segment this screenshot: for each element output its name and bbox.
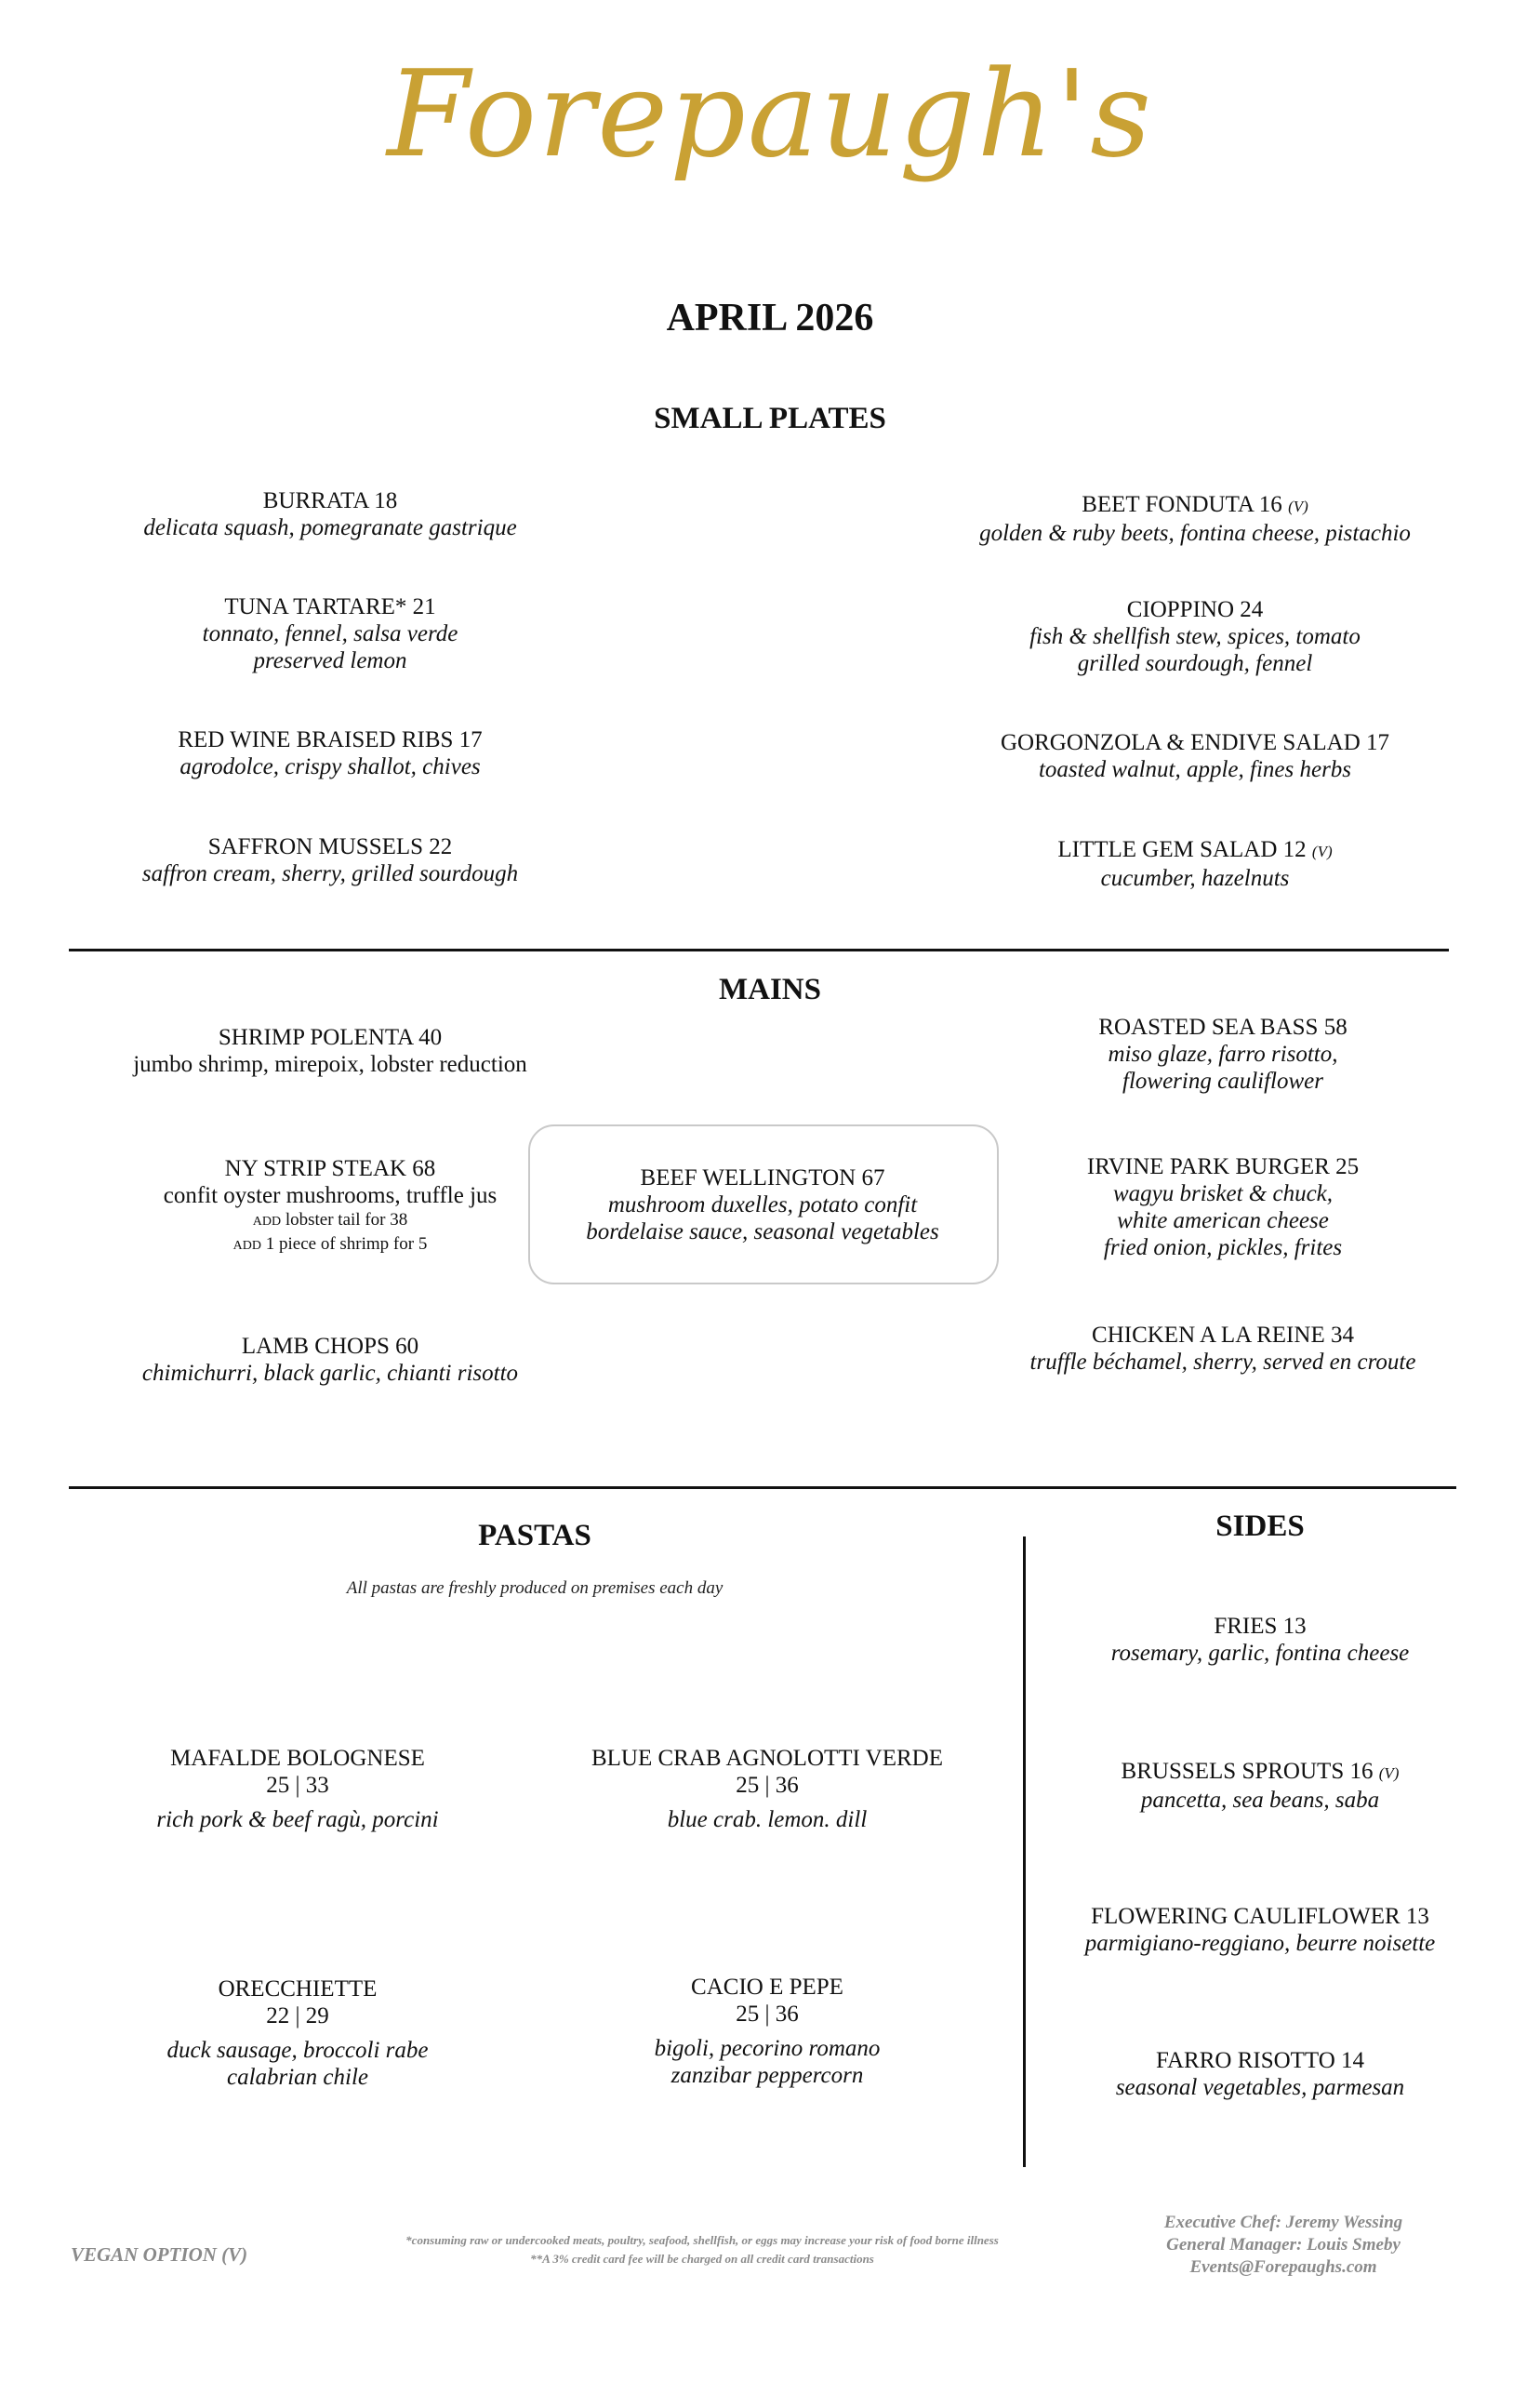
item-name: BURRATA 18: [262, 488, 398, 513]
menu-item-flowering-cauliflower: [1042, 1903, 1479, 1957]
item-desc: white american cheese: [1117, 1208, 1329, 1233]
menu-item-tuna-tartare: [65, 593, 595, 674]
column-divider: [1023, 1536, 1026, 2167]
item-name: CHICKEN A LA REINE 34: [1092, 1323, 1354, 1348]
item-desc: blue crab. lemon. dill: [667, 1807, 868, 1832]
item-desc: parmigiano-reggiano, beurre noisette: [1084, 1931, 1436, 1956]
menu-item-shrimp-polenta: [65, 1024, 595, 1078]
menu-item-irvine-park-burger: [958, 1153, 1488, 1261]
menu-item-cacio-e-pepe: [525, 1974, 1009, 2089]
vegan-legend: VEGAN OPTION (V): [71, 2243, 248, 2266]
item-desc: truffle béchamel, sherry, served en croute: [1029, 1350, 1416, 1375]
item-name: MAFALDE BOLOGNESE: [170, 1746, 425, 1771]
item-price: 25 | 36: [736, 2002, 799, 2027]
restaurant-logo: Forepaugh's: [387, 46, 1153, 184]
disclaimer: [307, 2231, 1097, 2268]
staff-contact: [1125, 2212, 1441, 2279]
vegan-tag: (V): [1288, 498, 1308, 515]
section-divider: [69, 1486, 1456, 1489]
vegan-tag: (V): [1311, 843, 1333, 860]
item-desc: duck sausage, broccoli rabe: [166, 2038, 429, 2063]
menu-item-saffron-mussels: [65, 833, 595, 887]
item-price: 25 | 33: [266, 1773, 329, 1798]
menu-item-blue-crab-agnolotti: [525, 1745, 1009, 1833]
item-name: TUNA TARTARE* 21: [224, 594, 436, 619]
item-name: NY STRIP STEAK 68: [224, 1156, 436, 1181]
menu-item-orecchiette: [56, 1975, 539, 2091]
item-desc: cucumber, hazelnuts: [1100, 866, 1290, 891]
item-name: GORGONZOLA & ENDIVE SALAD 17: [1000, 730, 1390, 755]
events-email[interactable]: Events@Forepaughs.com: [1189, 2257, 1377, 2277]
disclaimer-raw-food: *consuming raw or undercooked meats, poultry, seafood, shellfish, or eggs may increase your risk of food borne illness: [405, 2233, 999, 2247]
item-desc: flowering cauliflower: [1122, 1069, 1323, 1094]
item-desc: miso glaze, farro risotto,: [1108, 1042, 1338, 1067]
menu-item-chicken-a-la-reine: [958, 1322, 1488, 1376]
item-desc: agrodolce, crispy shallot, chives: [179, 754, 481, 779]
executive-chef: Executive Chef: Jeremy Wessing: [1163, 2213, 1403, 2232]
item-name: IRVINE PARK BURGER 25: [1086, 1154, 1360, 1179]
item-desc: rich pork & beef ragù, porcini: [156, 1807, 439, 1832]
item-desc: pancetta, sea beans, saba: [1140, 1788, 1380, 1813]
menu-item-burrata: [65, 487, 595, 541]
item-name: FARRO RISOTTO 14: [1155, 2048, 1365, 2073]
section-divider: [69, 949, 1449, 951]
item-desc: rosemary, garlic, fontina cheese: [1110, 1641, 1410, 1666]
section-title-mains: MAINS: [718, 973, 821, 1006]
item-desc: fried onion, pickles, frites: [1103, 1235, 1343, 1260]
item-name: ROASTED SEA BASS 58: [1098, 1015, 1348, 1040]
menu-item-fries: [1042, 1613, 1479, 1667]
menu-item-farro-risotto: [1042, 2047, 1479, 2101]
item-desc: confit oyster mushrooms, truffle jus: [163, 1183, 498, 1208]
item-desc: mushroom duxelles, potato confit: [607, 1192, 918, 1217]
item-desc: toasted walnut, apple, fines herbs: [1038, 757, 1352, 782]
menu-item-red-wine-ribs: [65, 726, 595, 780]
item-name: SHRIMP POLENTA 40: [218, 1025, 443, 1050]
item-name: BRUSSELS SPROUTS 16 (V): [1121, 1759, 1400, 1784]
general-manager: General Manager: Louis Smeby: [1166, 2235, 1401, 2255]
item-desc: wagyu brisket & chuck,: [1112, 1181, 1334, 1206]
item-name: FLOWERING CAULIFLOWER 13: [1091, 1904, 1429, 1929]
item-desc: preserved lemon: [253, 648, 407, 673]
item-desc: jumbo shrimp, mirepoix, lobster reduction: [133, 1052, 527, 1077]
add-on-lobster: ADD lobster tail for 38: [252, 1210, 408, 1230]
item-desc: zanzibar peppercorn: [670, 2063, 864, 2088]
section-title-pastas: PASTAS: [478, 1519, 591, 1552]
section-title-sides: SIDES: [1215, 1510, 1305, 1543]
item-name: CIOPPINO 24: [1126, 597, 1264, 622]
item-desc: bigoli, pecorino romano: [654, 2036, 881, 2061]
item-name: SAFFRON MUSSELS 22: [207, 834, 453, 859]
add-on-shrimp: ADD 1 piece of shrimp for 5: [232, 1234, 428, 1254]
pastas-note: All pastas are freshly produced on premises each day: [346, 1578, 724, 1598]
item-name: LAMB CHOPS 60: [241, 1334, 419, 1359]
menu-item-beet-fonduta: [930, 491, 1460, 547]
menu-item-beef-wellington: [530, 1164, 995, 1245]
item-desc: calabrian chile: [226, 2065, 369, 2090]
menu-item-brussels-sprouts: [1042, 1758, 1479, 1814]
item-desc: chimichurri, black garlic, chianti risotto: [141, 1361, 519, 1386]
item-name: CACIO E PEPE: [691, 1975, 843, 2000]
item-name: BEET FONDUTA 16 (V): [1082, 492, 1308, 517]
menu-item-mafalde-bolognese: [56, 1745, 539, 1833]
item-price: 25 | 36: [736, 1773, 799, 1798]
item-name: BLUE CRAB AGNOLOTTI VERDE: [591, 1746, 943, 1771]
menu-item-sea-bass: [958, 1014, 1488, 1095]
item-desc: delicata squash, pomegranate gastrique: [143, 515, 517, 540]
item-desc: tonnato, fennel, salsa verde: [202, 621, 458, 646]
menu-item-lamb-chops: [65, 1333, 595, 1387]
menu-item-cioppino: [930, 596, 1460, 677]
item-desc: golden & ruby beets, fontina cheese, pistachio: [979, 521, 1411, 546]
item-price: 22 | 29: [266, 2003, 329, 2029]
item-name: LITTLE GEM SALAD 12 (V): [1057, 837, 1333, 862]
section-title-small-plates: SMALL PLATES: [654, 402, 886, 435]
item-name: ORECCHIETTE: [218, 1976, 378, 2002]
item-desc: saffron cream, sherry, grilled sourdough: [141, 861, 519, 886]
item-desc: seasonal vegetables, parmesan: [1115, 2075, 1405, 2100]
menu-month: APRIL 2026: [666, 297, 874, 339]
item-desc: grilled sourdough, fennel: [1077, 651, 1313, 676]
menu-item-ny-strip-steak: [65, 1155, 595, 1257]
item-name: RED WINE BRAISED RIBS 17: [178, 727, 483, 752]
item-name: BEEF WELLINGTON 67: [640, 1165, 885, 1190]
item-name: FRIES 13: [1214, 1614, 1307, 1639]
item-desc: bordelaise sauce, seasonal vegetables: [586, 1219, 939, 1244]
menu-item-gorgonzola-salad: [930, 729, 1460, 783]
disclaimer-card-fee: **A 3% credit card fee will be charged on all credit card transactions: [530, 2252, 874, 2266]
item-desc: fish & shellfish stew, spices, tomato: [1029, 624, 1361, 649]
menu-item-little-gem-salad: [930, 836, 1460, 892]
vegan-tag: (V): [1378, 1764, 1400, 1782]
